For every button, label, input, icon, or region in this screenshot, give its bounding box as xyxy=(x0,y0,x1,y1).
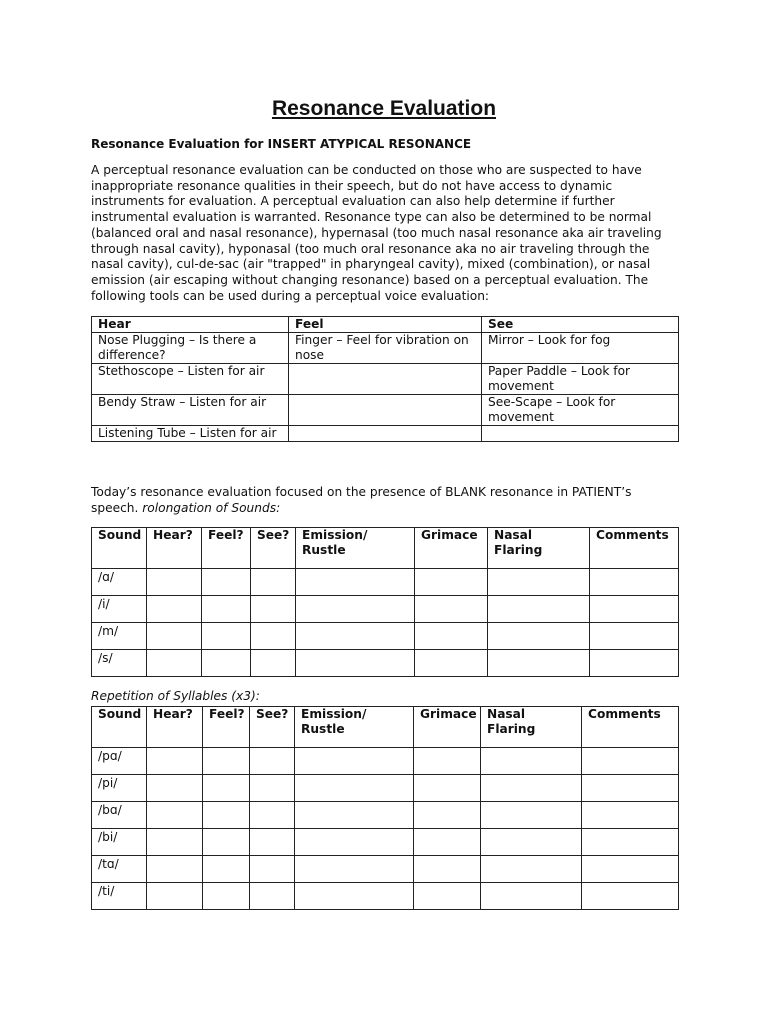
comments-cell[interactable] xyxy=(582,883,679,910)
focus-text: Today’s resonance evaluation focused on the presence of BLANK resonance in PATIENT’s speech. xyxy=(91,485,632,515)
emission-cell[interactable] xyxy=(296,569,415,596)
comments-cell[interactable] xyxy=(582,748,679,775)
see-cell[interactable] xyxy=(251,596,296,623)
header-hear: Hear? xyxy=(147,528,202,569)
feel-cell[interactable] xyxy=(203,802,250,829)
see-cell[interactable] xyxy=(251,650,296,677)
nasal-flaring-cell[interactable] xyxy=(481,775,582,802)
syllable-label: /bɑ/ xyxy=(92,802,147,829)
table-cell xyxy=(289,364,482,395)
table-row xyxy=(92,623,679,650)
nasal-flaring-cell[interactable] xyxy=(481,802,582,829)
emission-cell[interactable] xyxy=(295,802,414,829)
header-comments: Comments xyxy=(590,528,679,569)
header-emission: Emission/ Rustle xyxy=(296,528,415,569)
table-row xyxy=(92,364,679,395)
hear-cell[interactable] xyxy=(147,802,203,829)
nasal-flaring-cell[interactable] xyxy=(481,829,582,856)
header-nasal-flaring: Nasal Flaring xyxy=(488,528,590,569)
table-row xyxy=(92,829,679,856)
grimace-cell[interactable] xyxy=(414,856,481,883)
header-sound: Sound xyxy=(92,528,147,569)
comments-cell[interactable] xyxy=(590,623,679,650)
page-title: Resonance Evaluation xyxy=(271,97,497,120)
hear-cell[interactable] xyxy=(147,650,202,677)
header-feel: Feel? xyxy=(203,707,250,748)
table-cell xyxy=(482,426,679,442)
focus-paragraph xyxy=(91,485,681,516)
feel-cell[interactable] xyxy=(202,650,251,677)
syllable-label: /bi/ xyxy=(92,829,147,856)
syllable-label: /pɑ/ xyxy=(92,748,147,775)
table-row xyxy=(92,802,679,829)
feel-cell[interactable] xyxy=(203,748,250,775)
table-cell: Mirror – Look for fog xyxy=(482,333,679,364)
see-cell[interactable] xyxy=(250,748,295,775)
emission-cell[interactable] xyxy=(295,883,414,910)
grimace-cell[interactable] xyxy=(414,775,481,802)
nasal-flaring-cell[interactable] xyxy=(481,856,582,883)
tools-table xyxy=(91,316,679,442)
emission-cell[interactable] xyxy=(296,650,415,677)
emission-cell[interactable] xyxy=(295,856,414,883)
focus-italic: rolongation of Sounds: xyxy=(142,500,281,515)
feel-cell[interactable] xyxy=(203,775,250,802)
table-cell: Finger – Feel for vibration on nose xyxy=(289,333,482,364)
feel-cell[interactable] xyxy=(203,829,250,856)
emission-cell[interactable] xyxy=(296,596,415,623)
hear-cell[interactable] xyxy=(147,856,203,883)
sound-label: /s/ xyxy=(92,650,147,677)
emission-cell[interactable] xyxy=(295,748,414,775)
header-see: See? xyxy=(251,528,296,569)
comments-cell[interactable] xyxy=(582,802,679,829)
table-cell: Paper Paddle – Look for movement xyxy=(482,364,679,395)
grimace-cell[interactable] xyxy=(414,748,481,775)
hear-cell[interactable] xyxy=(147,748,203,775)
comments-cell[interactable] xyxy=(582,856,679,883)
see-cell[interactable] xyxy=(251,623,296,650)
comments-cell[interactable] xyxy=(582,829,679,856)
header-hear: Hear? xyxy=(147,707,203,748)
sound-label: /i/ xyxy=(92,596,147,623)
syllable-label: /tɑ/ xyxy=(92,856,147,883)
table-row xyxy=(92,395,679,426)
nasal-flaring-cell[interactable] xyxy=(481,883,582,910)
feel-cell[interactable] xyxy=(202,569,251,596)
grimace-cell[interactable] xyxy=(414,802,481,829)
nasal-flaring-cell[interactable] xyxy=(488,623,590,650)
table-cell xyxy=(289,426,482,442)
feel-cell[interactable] xyxy=(202,623,251,650)
table-row xyxy=(92,775,679,802)
table-cell: Nose Plugging – Is there a difference? xyxy=(92,333,289,364)
see-cell[interactable] xyxy=(250,856,295,883)
tools-header-feel: Feel xyxy=(289,317,482,333)
intro-paragraph: A perceptual resonance evaluation can be conducted on those who are suspected to have inappropriate resonance qualities in their speech, but do not have access to dynamic instruments for evaluation. A perceptual evaluation can also help determine if further instrumental evaluation is warranted. Resonance type can also be determined to be normal (balanced oral and nasal resonance), hypernasal (too much nasal resonance aka air traveling through nasal cavity), hyponasal (too much oral resonance aka no air traveling through the nasal cavity), cul-de-sac (air "trapped" in pharyngeal cavity), mixed (combination), or nasal emission (air escaping without changing resonance) based on a perceptual evaluation. The following tools can be used during a perceptual voice evaluation: xyxy=(91,163,662,303)
repetition-title: Repetition of Syllables (x3): xyxy=(91,689,260,703)
comments-cell[interactable] xyxy=(590,596,679,623)
syllable-label: /pi/ xyxy=(92,775,147,802)
syllable-label: /ti/ xyxy=(92,883,147,910)
see-cell[interactable] xyxy=(250,802,295,829)
table-row xyxy=(92,569,679,596)
syllables-header-row xyxy=(92,707,679,748)
header-comments: Comments xyxy=(582,707,679,748)
grimace-cell[interactable] xyxy=(415,596,488,623)
header-nasal-flaring: Nasal Flaring xyxy=(481,707,582,748)
tools-header-row xyxy=(92,317,679,333)
table-row xyxy=(92,883,679,910)
feel-cell[interactable] xyxy=(202,596,251,623)
nasal-flaring-cell[interactable] xyxy=(488,596,590,623)
header-feel: Feel? xyxy=(202,528,251,569)
see-cell[interactable] xyxy=(250,829,295,856)
table-row xyxy=(92,748,679,775)
sound-label: /m/ xyxy=(92,623,147,650)
table-cell: Listening Tube – Listen for air xyxy=(92,426,289,442)
header-see: See? xyxy=(250,707,295,748)
subtitle: Resonance Evaluation for INSERT ATYPICAL RESONANCE xyxy=(91,137,472,151)
comments-cell[interactable] xyxy=(590,569,679,596)
syllables-table xyxy=(91,706,679,910)
comments-cell[interactable] xyxy=(582,775,679,802)
emission-cell[interactable] xyxy=(296,623,415,650)
see-cell[interactable] xyxy=(251,569,296,596)
table-cell: Bendy Straw – Listen for air xyxy=(92,395,289,426)
comments-cell[interactable] xyxy=(590,650,679,677)
feel-cell[interactable] xyxy=(203,883,250,910)
tools-header-hear: Hear xyxy=(92,317,289,333)
feel-cell[interactable] xyxy=(203,856,250,883)
table-cell: See-Scape – Look for movement xyxy=(482,395,679,426)
sound-label: /ɑ/ xyxy=(92,569,147,596)
sounds-header-row xyxy=(92,528,679,569)
grimace-cell[interactable] xyxy=(415,650,488,677)
table-row xyxy=(92,856,679,883)
header-grimace: Grimace xyxy=(414,707,481,748)
table-row xyxy=(92,596,679,623)
table-cell xyxy=(289,395,482,426)
grimace-cell[interactable] xyxy=(414,883,481,910)
table-row xyxy=(92,650,679,677)
header-grimace: Grimace xyxy=(415,528,488,569)
grimace-cell[interactable] xyxy=(415,623,488,650)
header-emission: Emission/ Rustle xyxy=(295,707,414,748)
tools-header-see: See xyxy=(482,317,679,333)
hear-cell[interactable] xyxy=(147,829,203,856)
table-row xyxy=(92,333,679,364)
see-cell[interactable] xyxy=(250,775,295,802)
sounds-table xyxy=(91,527,679,677)
nasal-flaring-cell[interactable] xyxy=(481,748,582,775)
see-cell[interactable] xyxy=(250,883,295,910)
grimace-cell[interactable] xyxy=(415,569,488,596)
emission-cell[interactable] xyxy=(295,775,414,802)
nasal-flaring-cell[interactable] xyxy=(488,650,590,677)
hear-cell[interactable] xyxy=(147,883,203,910)
hear-cell[interactable] xyxy=(147,775,203,802)
grimace-cell[interactable] xyxy=(414,829,481,856)
nasal-flaring-cell[interactable] xyxy=(488,569,590,596)
hear-cell[interactable] xyxy=(147,569,202,596)
hear-cell[interactable] xyxy=(147,596,202,623)
table-row xyxy=(92,426,679,442)
emission-cell[interactable] xyxy=(295,829,414,856)
header-sound: Sound xyxy=(92,707,147,748)
table-cell: Stethoscope – Listen for air xyxy=(92,364,289,395)
hear-cell[interactable] xyxy=(147,623,202,650)
